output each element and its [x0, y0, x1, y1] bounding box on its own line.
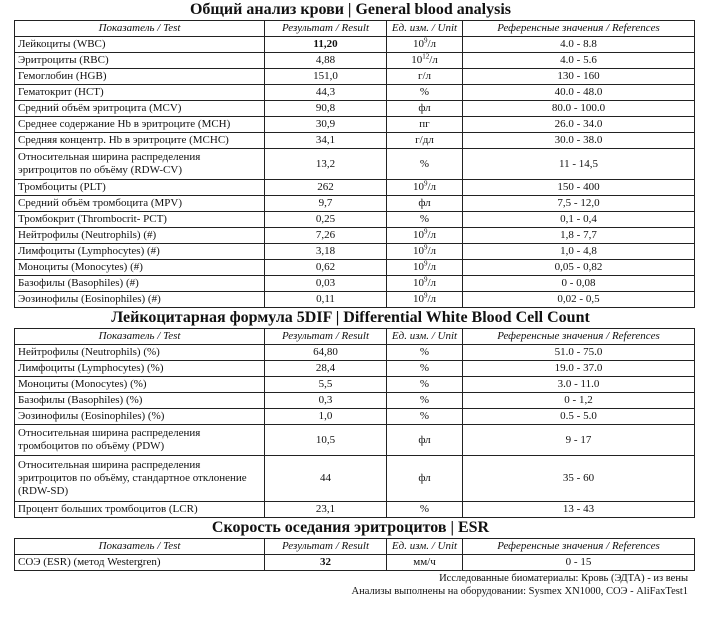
result-value: 64,80 [265, 345, 387, 361]
test-name: Моноциты (Monocytes) (#) [15, 260, 265, 276]
test-name: Среднее содержание Hb в эритроците (MCH) [15, 117, 265, 133]
reference-range: 1,8 - 7,7 [463, 228, 695, 244]
reference-range: 0 - 15 [463, 555, 695, 571]
unit-cell: фл [387, 456, 463, 502]
result-value: 0,62 [265, 260, 387, 276]
test-name: Средний объём эритроцита (MCV) [15, 101, 265, 117]
table-row [15, 196, 695, 212]
header-test: Показатель / Test [15, 329, 265, 345]
reference-range: 0,02 - 0,5 [463, 292, 695, 308]
differential-title: Лейкоцитарная формула 5DIF | Differential White Blood Cell Count [111, 309, 590, 326]
reference-range: 35 - 60 [463, 456, 695, 502]
test-name: Процент больших тромбоцитов (LCR) [15, 502, 265, 518]
unit-exponent: 9 [423, 179, 428, 188]
test-name: Моноциты (Monocytes) (%) [15, 377, 265, 393]
table-row [15, 149, 695, 180]
header-test: Показатель / Test [15, 21, 265, 37]
test-name: Средняя концентр. Hb в эритроците (MCHC) [15, 133, 265, 149]
header-row [15, 329, 695, 345]
test-name: Средний объём тромбоцита (MPV) [15, 196, 265, 212]
table-row [15, 69, 695, 85]
unit-cell [387, 276, 463, 292]
test-name: СОЭ (ESR) (метод Westergren) [15, 555, 265, 571]
table-row [15, 502, 695, 518]
unit-cell: фл [387, 101, 463, 117]
unit-tail: /л [427, 277, 437, 289]
general-table [14, 20, 695, 308]
table-row [15, 244, 695, 260]
unit-cell: фл [387, 425, 463, 456]
result-value: 0,3 [265, 393, 387, 409]
esr-table [14, 538, 695, 571]
footer [0, 572, 688, 598]
table-row [15, 133, 695, 149]
header-unit: Ед. изм. / Unit [387, 329, 463, 345]
result-value: 10,5 [265, 425, 387, 456]
result-value: 0,25 [265, 212, 387, 228]
table-row [15, 409, 695, 425]
unit-cell: % [387, 212, 463, 228]
unit-cell [387, 180, 463, 196]
unit-base: 10 [412, 38, 424, 50]
reference-range: 11 - 14,5 [463, 149, 695, 180]
table-row [15, 85, 695, 101]
reference-range: 1,0 - 4,8 [463, 244, 695, 260]
unit-base: 10 [412, 181, 424, 193]
test-name: Относительная ширина распределения эритроцитов по объёму, стандартное отклонение (RDW-SD) [15, 456, 265, 502]
unit-exponent: 9 [423, 243, 428, 252]
general-title: Общий анализ крови | General blood analysis [189, 1, 512, 18]
result-value: 7,26 [265, 228, 387, 244]
header-references: Референсные значения / References [463, 539, 695, 555]
result-value: 0,03 [265, 276, 387, 292]
reference-range: 0 - 0,08 [463, 276, 695, 292]
test-name: Лейкоциты (WBC) [15, 37, 265, 53]
footer-biomaterial: Исследованные биоматериалы: Кровь (ЭДТА) - из вены [439, 573, 688, 584]
differential-table [14, 328, 695, 518]
header-result: Результат / Result [265, 21, 387, 37]
unit-exponent: 9 [423, 227, 428, 236]
header-unit: Ед. изм. / Unit [387, 21, 463, 37]
test-name: Нейтрофилы (Neutrophils) (#) [15, 228, 265, 244]
reference-range: 26.0 - 34.0 [463, 117, 695, 133]
reference-range: 3.0 - 11.0 [463, 377, 695, 393]
table-row [15, 276, 695, 292]
result-value: 23,1 [265, 502, 387, 518]
unit-cell [387, 260, 463, 276]
unit-exponent: 9 [423, 259, 428, 268]
result-value: 13,2 [265, 149, 387, 180]
table-row [15, 212, 695, 228]
header-references: Референсные значения / References [463, 329, 695, 345]
unit-cell: фл [387, 196, 463, 212]
table-row [15, 456, 695, 502]
test-name: Тромбоциты (PLT) [15, 180, 265, 196]
test-name: Эозинофилы (Eosinophiles) (%) [15, 409, 265, 425]
unit-tail: /л [427, 245, 437, 257]
unit-cell: % [387, 149, 463, 180]
header-row [15, 539, 695, 555]
table-row [15, 361, 695, 377]
header-result: Результат / Result [265, 539, 387, 555]
reference-range: 0,1 - 0,4 [463, 212, 695, 228]
header-result: Результат / Result [265, 329, 387, 345]
unit-exponent: 9 [423, 291, 428, 300]
result-value: 90,8 [265, 101, 387, 117]
test-name: Нейтрофилы (Neutrophils) (%) [15, 345, 265, 361]
unit-base: 10 [412, 261, 424, 273]
reference-range: 0 - 1,2 [463, 393, 695, 409]
test-name: Лимфоциты (Lymphocytes) (%) [15, 361, 265, 377]
reference-range: 4.0 - 5.6 [463, 53, 695, 69]
result-value: 151,0 [265, 69, 387, 85]
reference-range: 51.0 - 75.0 [463, 345, 695, 361]
unit-base: 10 [411, 54, 423, 66]
result-value: 44 [265, 456, 387, 502]
table-row [15, 117, 695, 133]
header-unit: Ед. изм. / Unit [387, 539, 463, 555]
result-value: 1,0 [265, 409, 387, 425]
unit-tail: /л [427, 38, 437, 50]
result-value: 32 [265, 555, 387, 571]
reference-range: 0,05 - 0,82 [463, 260, 695, 276]
reference-range: 80.0 - 100.0 [463, 101, 695, 117]
table-row [15, 228, 695, 244]
reference-range: 40.0 - 48.0 [463, 85, 695, 101]
header-test: Показатель / Test [15, 539, 265, 555]
footer-equipment: Анализы выполнены на оборудовании: Sysmex XN1000, СОЭ - AliFaxTest1 [351, 586, 688, 597]
result-value: 262 [265, 180, 387, 196]
unit-base: 10 [412, 245, 424, 257]
unit-tail: /л [427, 181, 437, 193]
result-value: 9,7 [265, 196, 387, 212]
unit-base: 10 [412, 277, 424, 289]
test-name: Базофилы (Basophiles) (#) [15, 276, 265, 292]
unit-exponent: 9 [423, 36, 428, 45]
unit-cell [387, 37, 463, 53]
table-row [15, 53, 695, 69]
unit-cell: % [387, 85, 463, 101]
result-value: 11,20 [265, 37, 387, 53]
unit-base: 10 [412, 229, 424, 241]
unit-cell: пг [387, 117, 463, 133]
test-name: Гемоглобин (HGB) [15, 69, 265, 85]
test-name: Относительная ширина распределения тромбоцитов по объёму (PDW) [15, 425, 265, 456]
unit-cell [387, 228, 463, 244]
test-name: Базофилы (Basophiles) (%) [15, 393, 265, 409]
unit-cell: % [387, 377, 463, 393]
unit-cell [387, 53, 463, 69]
table-row [15, 37, 695, 53]
unit-cell: г/дл [387, 133, 463, 149]
unit-cell: % [387, 361, 463, 377]
result-value: 5,5 [265, 377, 387, 393]
unit-cell: % [387, 393, 463, 409]
result-value: 44,3 [265, 85, 387, 101]
reference-range: 19.0 - 37.0 [463, 361, 695, 377]
unit-tail: /л [427, 261, 437, 273]
result-value: 4,88 [265, 53, 387, 69]
reference-range: 130 - 160 [463, 69, 695, 85]
table-row [15, 393, 695, 409]
result-value: 30,9 [265, 117, 387, 133]
test-name: Лимфоциты (Lymphocytes) (#) [15, 244, 265, 260]
test-name: Тромбокрит (Thrombocrit- PCT) [15, 212, 265, 228]
reference-range: 7,5 - 12,0 [463, 196, 695, 212]
table-row [15, 425, 695, 456]
unit-base: 10 [412, 293, 424, 305]
table-row [15, 292, 695, 308]
test-name: Эритроциты (RBC) [15, 53, 265, 69]
table-row [15, 377, 695, 393]
result-value: 3,18 [265, 244, 387, 260]
unit-exponent: 12 [422, 52, 430, 61]
unit-cell: % [387, 345, 463, 361]
result-value: 28,4 [265, 361, 387, 377]
unit-exponent: 9 [423, 275, 428, 284]
unit-cell: г/л [387, 69, 463, 85]
reference-range: 13 - 43 [463, 502, 695, 518]
test-name: Эозинофилы (Eosinophiles) (#) [15, 292, 265, 308]
table-row [15, 180, 695, 196]
result-value: 34,1 [265, 133, 387, 149]
table-row [15, 345, 695, 361]
unit-cell [387, 244, 463, 260]
reference-range: 9 - 17 [463, 425, 695, 456]
result-value: 0,11 [265, 292, 387, 308]
unit-tail: /л [427, 229, 437, 241]
header-row [15, 21, 695, 37]
reference-range: 150 - 400 [463, 180, 695, 196]
table-row [15, 260, 695, 276]
reference-range: 30.0 - 38.0 [463, 133, 695, 149]
reference-range: 4.0 - 8.8 [463, 37, 695, 53]
test-name: Гематокрит (HCT) [15, 85, 265, 101]
unit-cell: % [387, 409, 463, 425]
reference-range: 0.5 - 5.0 [463, 409, 695, 425]
unit-tail: /л [429, 54, 438, 66]
unit-tail: /л [427, 293, 437, 305]
unit-cell: мм/ч [387, 555, 463, 571]
table-row [15, 555, 695, 571]
test-name: Относительная ширина распределения эритроцитов по объёму (RDW-CV) [15, 149, 265, 180]
unit-cell [387, 292, 463, 308]
unit-cell: % [387, 502, 463, 518]
header-references: Референсные значения / References [463, 21, 695, 37]
table-row [15, 101, 695, 117]
esr-title: Скорость оседания эритроцитов | ESR [211, 519, 490, 536]
